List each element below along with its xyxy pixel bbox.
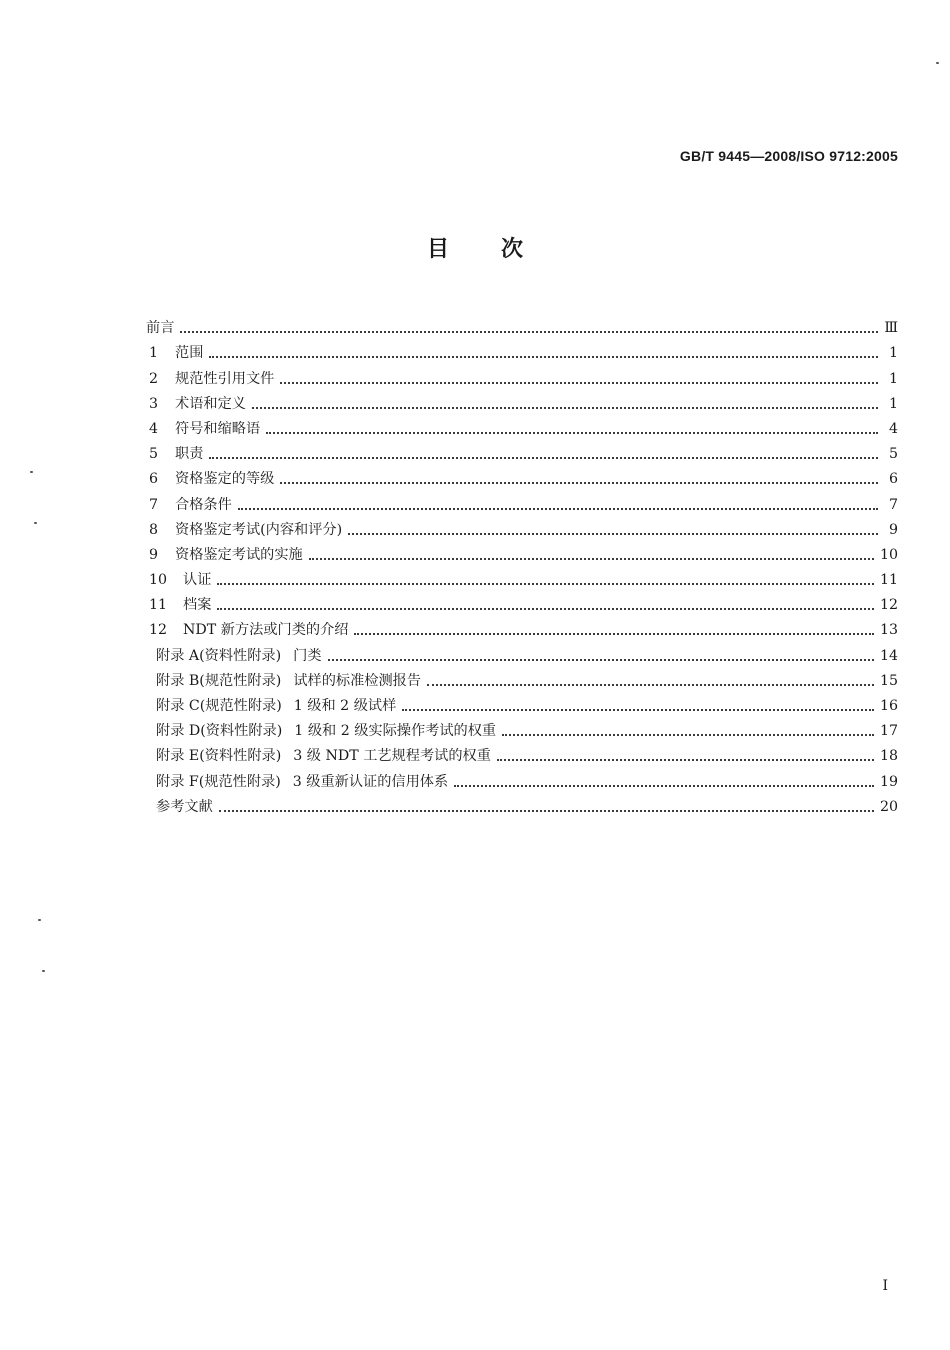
toc-entry-chapter-7[interactable] bbox=[146, 488, 898, 513]
toc-number: 7 bbox=[149, 496, 159, 513]
toc-number: 12 bbox=[149, 622, 168, 639]
toc-page: 7 bbox=[888, 496, 898, 513]
toc-page: 5 bbox=[888, 446, 898, 463]
scan-speck bbox=[30, 471, 33, 473]
toc-label: 职责 bbox=[175, 446, 204, 463]
toc-label: 门类 bbox=[293, 647, 322, 664]
toc-entry-chapter-8[interactable] bbox=[146, 514, 898, 539]
toc-entry-chapter-11[interactable] bbox=[146, 589, 898, 614]
appendix-tag: 附录 E(资料性附录) bbox=[156, 748, 282, 765]
toc-entry-appendix-b[interactable] bbox=[146, 665, 898, 690]
toc-number: 8 bbox=[149, 521, 159, 538]
dot-leader bbox=[348, 533, 878, 535]
dot-leader bbox=[502, 734, 874, 736]
toc-page: 17 bbox=[879, 723, 898, 740]
toc-label: 合格条件 bbox=[175, 496, 232, 513]
toc-label: 1 级和 2 级试样 bbox=[293, 698, 397, 714]
dot-leader bbox=[238, 508, 878, 510]
toc-page: 19 bbox=[879, 773, 898, 790]
toc-entry-chapter-2[interactable] bbox=[146, 362, 898, 387]
page-title: 目次 bbox=[426, 237, 575, 262]
toc-label: 参考文献 bbox=[156, 798, 213, 815]
toc-number: 11 bbox=[149, 597, 168, 614]
toc-page: 14 bbox=[879, 647, 898, 664]
toc-entry-chapter-12[interactable] bbox=[146, 614, 898, 639]
toc-label: 3 级 NDT 工艺规程考试的权重 bbox=[293, 748, 491, 765]
toc-number: 6 bbox=[149, 471, 159, 488]
toc-entry-chapter-9[interactable] bbox=[146, 539, 898, 564]
dot-leader bbox=[280, 482, 878, 484]
toc-entry-chapter-3[interactable] bbox=[146, 388, 898, 413]
dot-leader bbox=[217, 583, 874, 585]
toc-label: 符号和缩略语 bbox=[175, 420, 261, 437]
toc-entry-appendix-c[interactable] bbox=[146, 690, 898, 715]
appendix-tag: 附录 D(资料性附录) bbox=[156, 723, 283, 740]
toc-label: 3 级重新认证的信用体系 bbox=[292, 773, 449, 790]
dot-leader bbox=[209, 457, 878, 459]
page-number: I bbox=[882, 1278, 888, 1294]
toc-label: 试样的标准检测报告 bbox=[293, 672, 422, 689]
toc-page: 10 bbox=[879, 546, 898, 563]
toc-entry-chapter-1[interactable] bbox=[146, 337, 898, 362]
toc-label: 范围 bbox=[175, 345, 204, 362]
dot-leader bbox=[252, 407, 878, 409]
toc-entry-references[interactable] bbox=[146, 791, 898, 816]
toc-entry-chapter-6[interactable] bbox=[146, 463, 898, 488]
toc-entry-chapter-4[interactable] bbox=[146, 413, 898, 438]
dot-leader bbox=[309, 558, 874, 560]
dot-leader bbox=[454, 785, 874, 787]
scan-speck bbox=[34, 522, 37, 524]
toc-label: 资格鉴定考试的实施 bbox=[175, 546, 303, 563]
toc-entry-appendix-d[interactable] bbox=[146, 715, 898, 740]
scan-speck bbox=[38, 919, 41, 921]
toc-page: 1 bbox=[888, 370, 898, 387]
toc-page: Ⅲ bbox=[884, 320, 898, 337]
toc-entry-appendix-f[interactable] bbox=[146, 765, 898, 790]
toc-page: 15 bbox=[879, 672, 898, 689]
toc-page: 12 bbox=[879, 597, 898, 614]
toc-label: 前言 bbox=[146, 320, 175, 337]
toc-page: 16 bbox=[879, 698, 898, 714]
dot-leader bbox=[219, 810, 874, 812]
standard-code: GB/T 9445—2008/ISO 9712:2005 bbox=[679, 148, 898, 164]
dot-leader bbox=[209, 356, 878, 358]
dot-leader bbox=[217, 608, 874, 610]
toc-number: 1 bbox=[149, 345, 159, 362]
toc-number: 5 bbox=[149, 446, 159, 463]
toc-entry-chapter-5[interactable] bbox=[146, 438, 898, 463]
appendix-tag: 附录 A(资料性附录) bbox=[156, 647, 282, 664]
dot-leader bbox=[266, 432, 878, 434]
appendix-tag: 附录 B(规范性附录) bbox=[156, 672, 282, 689]
toc-page: 9 bbox=[888, 521, 898, 538]
toc-entry-foreword[interactable] bbox=[146, 312, 898, 337]
dot-leader bbox=[280, 382, 878, 384]
toc-number: 10 bbox=[149, 572, 168, 589]
scan-speck bbox=[936, 62, 939, 64]
dot-leader bbox=[497, 759, 874, 761]
toc-page: 11 bbox=[879, 572, 898, 589]
toc-label: 资格鉴定考试(内容和评分) bbox=[175, 521, 343, 538]
dot-leader bbox=[328, 659, 874, 661]
toc-entry-chapter-10[interactable] bbox=[146, 564, 898, 589]
toc-label: 术语和定义 bbox=[175, 395, 246, 412]
toc-number: 9 bbox=[149, 546, 159, 563]
toc-page: 13 bbox=[879, 622, 898, 639]
toc-entry-appendix-a[interactable] bbox=[146, 639, 898, 664]
toc-label: 认证 bbox=[183, 572, 212, 589]
toc-number: 4 bbox=[149, 420, 159, 437]
appendix-tag: 附录 C(规范性附录) bbox=[156, 698, 282, 714]
table-of-contents bbox=[146, 312, 898, 816]
toc-label: 资格鉴定的等级 bbox=[175, 471, 275, 488]
toc-entry-appendix-e[interactable] bbox=[146, 740, 898, 765]
scan-speck bbox=[42, 970, 45, 972]
toc-label: 档案 bbox=[183, 597, 212, 614]
dot-leader bbox=[402, 709, 874, 711]
dot-leader bbox=[180, 331, 878, 333]
toc-page: 4 bbox=[888, 420, 898, 437]
toc-page: 6 bbox=[888, 471, 898, 488]
toc-page: 1 bbox=[888, 395, 898, 412]
toc-page: 20 bbox=[879, 798, 898, 815]
toc-label: 1 级和 2 级实际操作考试的权重 bbox=[294, 723, 497, 740]
toc-page: 1 bbox=[888, 345, 898, 362]
toc-label: 规范性引用文件 bbox=[175, 370, 275, 387]
appendix-tag: 附录 F(规范性附录) bbox=[156, 773, 281, 790]
toc-number: 3 bbox=[149, 395, 159, 412]
dot-leader bbox=[427, 684, 874, 686]
toc-page: 18 bbox=[879, 748, 898, 765]
toc-label: NDT 新方法或门类的介绍 bbox=[183, 622, 349, 639]
toc-number: 2 bbox=[149, 370, 159, 387]
dot-leader bbox=[354, 633, 873, 635]
